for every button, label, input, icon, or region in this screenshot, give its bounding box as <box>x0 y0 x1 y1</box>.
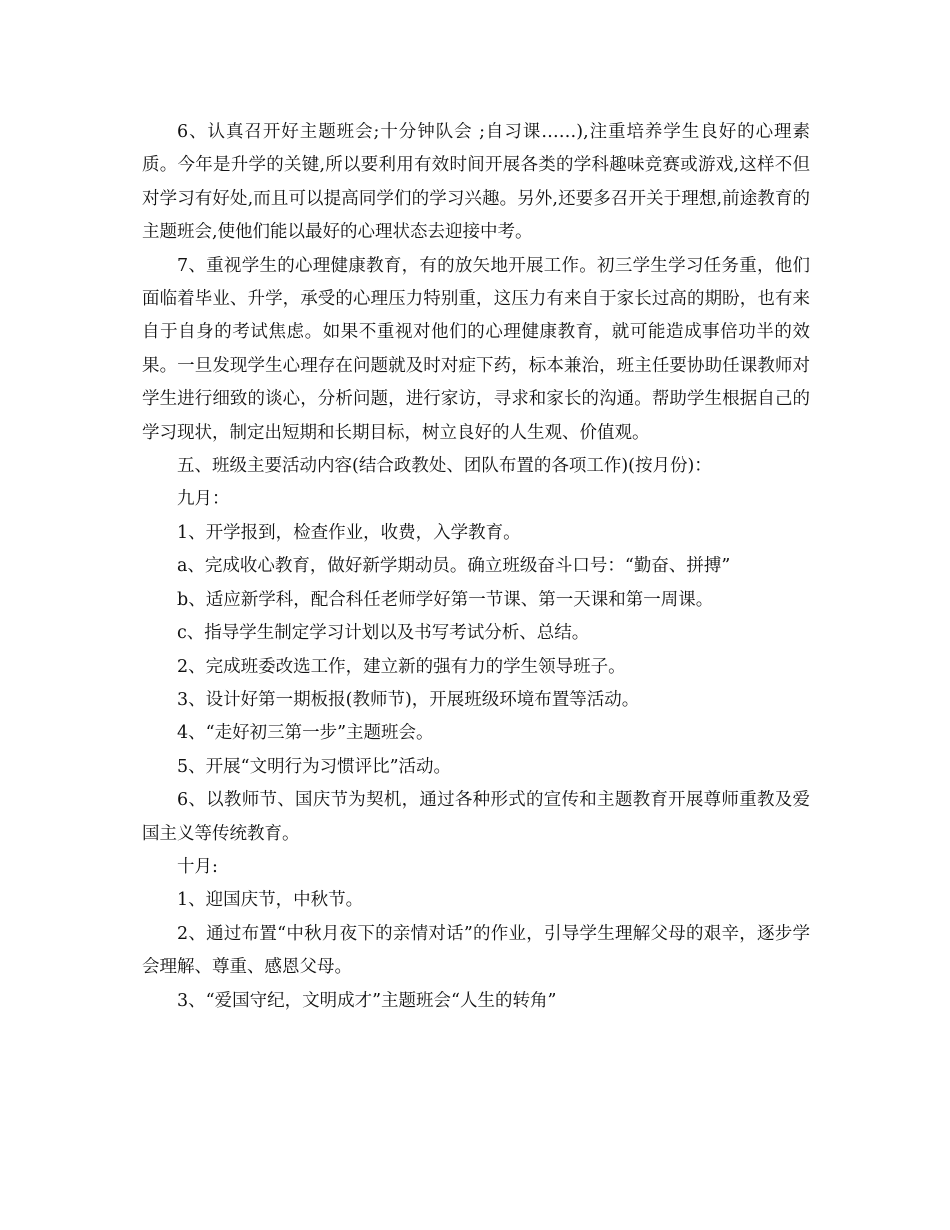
section-heading-class-activities: 五、班级主要活动内容(结合政教处、团队布置的各项工作)(按月份)： <box>177 456 712 477</box>
list-item: 3、设计好第一期板报(教师节)，开展班级环境布置等活动。 <box>177 689 640 710</box>
list-item: b、适应新学科，配合科任老师学好第一节课、第一天课和第一周课。 <box>177 589 714 610</box>
list-item: 3、“爱国守纪，文明成才”主题班会“人生的转角” <box>177 990 557 1011</box>
month-heading-october: 十月: <box>177 856 218 877</box>
paragraph-item-6-class-meetings: 6、认真召开好主题班会;十分钟队会 ;自习课……),注重培养学生良好的心理素质。今年是升学的关键,所以要利用有效时间开展各类的学科趣味竞赛或游戏,这样不但对学习有好处,而且可以提高同学们的学习兴趣。另外,还要多召开关于理想,前途教育的主题班会,使他们能以最好的心理状态去迎接中考。 <box>142 122 810 243</box>
paragraph-item-7-mental-health: 7、重视学生的心理健康教育，有的放矢地开展工作。初三学生学习任务重，他们面临着毕业、升学，承受的心理压力特别重，这压力有来自于家长过高的期盼，也有来自于自身的考试焦虑。如果不重视对他们的心理健康教育，就可能造成事倍功半的效果。一旦发现学生心理存在问题就及时对症下药，标本兼治，班主任要协助任课教师对学生进行细致的谈心，分析问题，进行家访，寻求和家长的沟通。帮助学生根据自己的学习现状，制定出短期和长期目标，树立良好的人生观、价值观。 <box>142 255 810 443</box>
month-heading-september: 九月： <box>177 489 230 510</box>
list-item: 2、通过布置“中秋月夜下的亲情对话”的作业，引导学生理解父母的艰辛，逐步学会理解、尊重、感恩父母。 <box>142 923 810 978</box>
list-item: 4、“走好初三第一步”主题班会。 <box>177 723 434 744</box>
list-item: c、指导学生制定学习计划以及书写考试分析、总结。 <box>177 623 590 644</box>
list-item: 6、以教师节、国庆节为契机，通过各种形式的宣传和主题教育开展尊师重教及爱国主义等传统教育。 <box>142 790 810 844</box>
list-item: 2、完成班委改选工作，建立新的强有力的学生领导班子。 <box>177 656 626 677</box>
list-item: 1、开学报到，检查作业，收费，入学教育。 <box>177 522 521 543</box>
document-body <box>142 116 810 1018</box>
list-item: 5、开展“文明行为习惯评比”活动。 <box>177 756 452 777</box>
list-item: a、完成收心教育，做好新学期动员。确立班级奋斗口号：“勤奋、拼搏” <box>177 556 731 577</box>
list-item: 1、迎国庆节，中秋节。 <box>177 890 364 911</box>
